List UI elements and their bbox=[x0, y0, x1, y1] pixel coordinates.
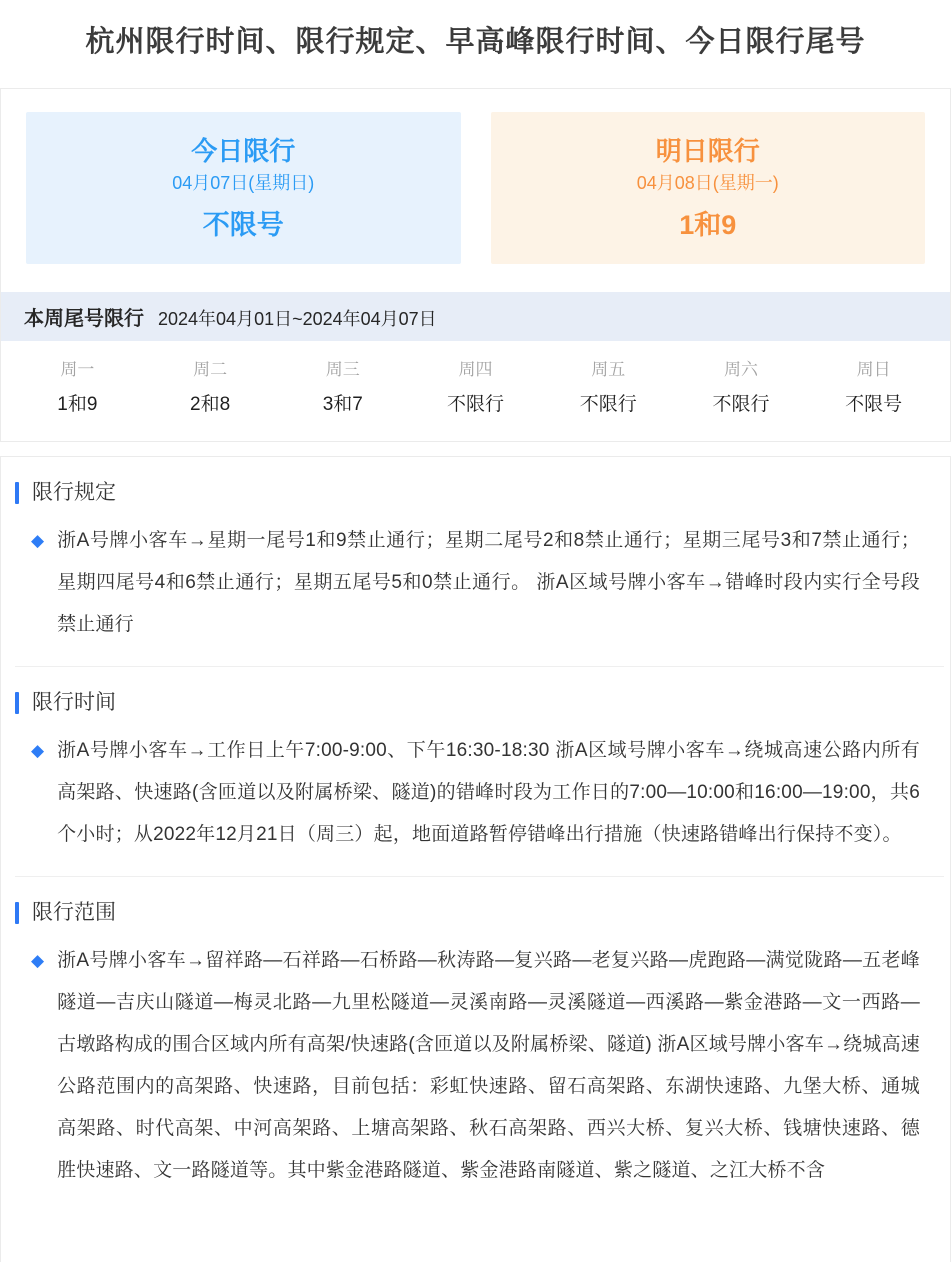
today-card-title: 今日限行 bbox=[191, 135, 296, 166]
diamond-bullet-icon: ◆ bbox=[31, 951, 45, 971]
section-restriction-scope bbox=[1, 877, 950, 1212]
restriction-cards bbox=[1, 112, 950, 264]
tomorrow-restriction-card bbox=[491, 112, 926, 264]
tomorrow-card-date: 04月08日(星期一) bbox=[636, 172, 779, 193]
page-title: 杭州限行时间、限行规定、早高峰限行时间、今日限行尾号 bbox=[85, 26, 866, 58]
section-title: 限行范围 bbox=[32, 901, 116, 925]
week-day-label: 周二 bbox=[193, 360, 228, 379]
accent-bar-icon bbox=[15, 902, 19, 924]
week-day-value: 不限行 bbox=[447, 394, 505, 415]
section-body-row bbox=[1, 730, 950, 856]
section-body-text: 浙A号牌小客车→星期一尾号1和9禁止通行；星期二尾号2和8禁止通行；星期三尾号3和7禁止通行；星期四尾号4和6禁止通行；星期五尾号5和0禁止通行。 浙A区域号牌小客车→错峰时段内实行全号段禁止通行 bbox=[57, 530, 920, 636]
restriction-details-block bbox=[0, 456, 951, 1262]
tomorrow-card-value: 1和9 bbox=[679, 209, 737, 240]
week-day-column-friday bbox=[542, 361, 675, 414]
week-restriction-title: 本周尾号限行 bbox=[24, 308, 144, 330]
week-day-column-wednesday bbox=[276, 361, 409, 414]
section-body-row bbox=[1, 520, 950, 646]
week-restriction-header bbox=[1, 292, 950, 341]
diamond-bullet-icon: ◆ bbox=[31, 741, 45, 761]
week-day-label: 周六 bbox=[723, 360, 758, 379]
week-date-range: 2024年04月01日~2024年04月07日 bbox=[158, 309, 437, 329]
week-day-value: 不限号 bbox=[845, 394, 903, 415]
week-day-column-thursday bbox=[409, 361, 542, 414]
week-day-label: 周日 bbox=[856, 360, 891, 379]
week-day-value: 不限行 bbox=[712, 394, 770, 415]
week-day-label: 周四 bbox=[458, 360, 493, 379]
week-day-column-monday bbox=[11, 361, 144, 414]
restriction-summary-block bbox=[0, 88, 951, 442]
week-day-value: 3和7 bbox=[322, 394, 363, 415]
section-restriction-rules bbox=[1, 457, 950, 666]
week-day-column-tuesday bbox=[144, 361, 277, 414]
week-day-label: 周五 bbox=[591, 360, 626, 379]
section-header bbox=[1, 481, 950, 504]
section-title: 限行规定 bbox=[32, 481, 116, 504]
section-body-text: 浙A号牌小客车→工作日上午7:00-9:00、下午16:30-18:30 浙A区域号牌小客车→绕城高速公路内所有高架路、快速路(含匝道以及附属桥梁、隧道)的错峰时段为工作日的7:00—10:00和16:00—19:00，共6个小时；从2022年12月21日（周三）起，地面道路暂停错峰出行措施（快速路错峰出行保持不变）。 bbox=[57, 740, 920, 846]
tomorrow-card-title: 明日限行 bbox=[655, 135, 760, 166]
accent-bar-icon bbox=[15, 482, 19, 504]
diamond-bullet-icon: ◆ bbox=[31, 531, 45, 551]
week-day-value: 2和8 bbox=[190, 394, 231, 415]
page-header bbox=[0, 0, 951, 88]
week-day-label: 周一 bbox=[60, 360, 95, 379]
week-restriction-table bbox=[1, 341, 950, 441]
accent-bar-icon bbox=[15, 692, 19, 714]
week-day-value: 1和9 bbox=[57, 394, 98, 415]
section-body-text: 浙A号牌小客车→留祥路—石祥路—石桥路—秋涛路—复兴路—老复兴路—虎跑路—满觉陇路—五老峰隧道—吉庆山隧道—梅灵北路—九里松隧道—灵溪南路—灵溪隧道—西溪路—紫金港路—文一西路—古墩路构成的围合区域内所有高架/快速路(含匝道以及附属桥梁、隧道) 浙A区域号牌小客车→绕城高速公路范围内的高架路、快速路，目前包括：彩虹快速路、留石高架路、东湖快速路、九堡大桥、通城高架路、时代高架、中河高架路、上塘高架路、秋石高架路、西兴大桥、复兴大桥、钱塘快速路、德胜快速路、文一路隧道等。其中紫金港路隧道、紫金港路南隧道、紫之隧道、之江大桥不含 bbox=[57, 950, 920, 1182]
week-day-column-saturday bbox=[675, 361, 808, 414]
today-restriction-card bbox=[26, 112, 461, 264]
section-title: 限行时间 bbox=[32, 691, 116, 715]
section-body-row bbox=[1, 940, 950, 1192]
week-day-label: 周三 bbox=[325, 360, 360, 379]
today-card-date: 04月07日(星期日) bbox=[172, 172, 315, 193]
section-header bbox=[1, 901, 950, 924]
today-card-value: 不限号 bbox=[202, 209, 284, 240]
section-header bbox=[1, 691, 950, 714]
week-day-column-sunday bbox=[807, 361, 940, 414]
section-restriction-time bbox=[1, 667, 950, 876]
week-day-value: 不限行 bbox=[579, 394, 637, 415]
